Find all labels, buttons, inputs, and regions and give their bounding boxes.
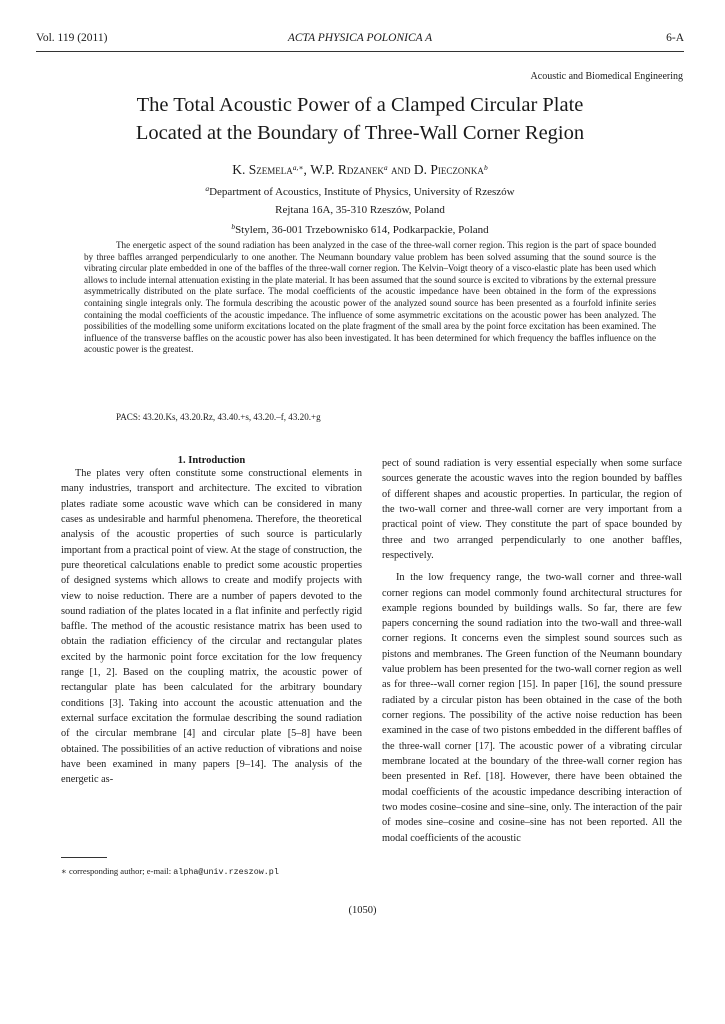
author-conjunction: and xyxy=(391,162,411,177)
section-heading-introduction: 1. Introduction xyxy=(177,455,246,466)
running-head-issue: 6-A xyxy=(666,32,684,44)
footnote-rule xyxy=(61,857,107,858)
footnote-email: alpha@univ.rzeszow.pl xyxy=(173,867,279,877)
abstract: The energetic aspect of the sound radiation has been analyzed in the case of the three-wall corner region. This region is the part of space bounded by three baffles arranged perpendicularly to one another. The Neumann boundary value problem has been solved assuming that the sound source is the vibrating circular plate embedded in one of the baffles of the three-wall corner region. The Kelvin–Voigt theory of a visco-elastic plate has been used which allows to include internal attenuation existing in the plate material. It has been assumed that the sound source is excited to vibrations by the external pressure asymmetrically distributed on the plate surface. The modal coefficients of the acoustic impedance have been obtained in the form of the expressions containing single integrals only. The formula describing the acoustic power of the analyzed sound source has been presented as a fourfold infinite series containing the modal coefficients of the acoustic impedance. The influence of some asymmetric excitations on the acoustic power has been analyzed. The possibilities of the modelling some uniform excitations located on the plate fragment of the small area by the point force excitation has been examined. The influence of the transverse baffles on the acoustic power has also been investigated. It has been determined for which frequency the baffles influence on the acoustic power is the greatest. xyxy=(84,240,656,355)
author-3-affil: b xyxy=(483,163,488,172)
author-2-affil: a xyxy=(383,163,388,172)
title-line-2: Located at the Boundary of Three-Wall Corner Region xyxy=(135,122,585,144)
author-1-affil: a,∗ xyxy=(292,163,304,172)
footnote xyxy=(61,866,279,877)
intro-paragraph-1: The plates very often constitute some constructional elements in many industries, transport and architecture. The excited to vibration plates radiate some acoustic wave which can be considered in many cases as undesirable and harmful phenomena. Therefore, the theoretical analysis of the acoustic properties of such source is particularly important from a practical point of view. At the stage of construction, the pure theoretical calculations enable to predict some acoustic properties of designed systems which allows to create and modify projects with view to noise reduction. There are a number of papers devoted to the sound radiation of the plates located in a flat infinite and perfectly rigid baffle. The method of the acoustic resistance matrix has been used to obtain the radiation efficiency of the circular and rectangular plates excited by the harmonic point force excitation for the low frequency range [1, 2]. Based on the coupling matrix, the acoustic power of rectangular plate has been calculated for the arbitrary boundary conditions [3]. Taking into account the acoustic attenuation and the external surface excitation the formulae describing the sound radiation of the circular membrane [4] and circular plate [5–8] have been obtained. The possibilities of an active reduction of vibrations and noise have been examined in many papers [9–14]. The analysis of the energetic as- xyxy=(61,468,362,786)
pacs-codes: PACS: 43.20.Ks, 43.20.Rz, 43.40.+s, 43.20.–f, 43.20.+g xyxy=(116,412,321,422)
body-column-right xyxy=(382,456,682,846)
footnote-text: corresponding author; e-mail: xyxy=(69,866,172,876)
author-2: W.P. Rdzanek xyxy=(310,162,384,177)
section-label: Acoustic and Biomedical Engineering xyxy=(530,71,683,82)
running-head-volume: Vol. 119 (2011) xyxy=(36,32,108,44)
title-line-1: The Total Acoustic Power of a Clamped Circular Plate xyxy=(136,94,584,116)
affiliation-b xyxy=(36,222,684,236)
affiliation-a-address: Rejtana 16A, 35-310 Rzeszów, Poland xyxy=(275,204,445,216)
running-head-journal: ACTA PHYSICA POLONICA A xyxy=(287,32,433,44)
author-1: K. Szemela xyxy=(232,162,293,177)
body-column-left xyxy=(61,466,362,788)
author-3: D. Pieczonka xyxy=(413,162,484,177)
author-list: K. Szemela$^{a,∗}$, W.P. Rdzanek$^a$ and D. Pieczonka$^b$ xyxy=(232,162,488,177)
affiliation-a-line-1: Department of Acoustics, Institute of Physics, University of Rzeszów xyxy=(209,186,515,198)
affiliation-a xyxy=(36,184,684,198)
affiliation-b-marker: b xyxy=(231,222,236,231)
affiliation-b-line-1: Stylem, 36-001 Trzebownisko 614, Podkarpackie, Poland xyxy=(235,224,489,236)
running-head xyxy=(36,32,684,48)
intro-paragraph-1-continued: pect of sound radiation is very essential especially when some surface sources generate the acoustic waves into the region bounded by baffles of different shapes and acoustic properties. In particular, the region of the two-wall corner and three-wall corner are very important from a practical point of view. They constitute the part of space bounded by three and two arranged perpendicularly to one another baffles, respectively. xyxy=(382,458,682,561)
paper-title xyxy=(36,91,684,147)
header-rule xyxy=(36,51,684,52)
footnote-marker: ∗ xyxy=(61,866,67,876)
page-number: (1050) xyxy=(348,905,377,916)
intro-paragraph-2: In the low frequency range, the two-wall corner and three-wall corner regions can model commonly found architectural structures for example regions bounded by buildings walls. So far, there are few papers concerning the sound radiation into the two-wall and three-wall corner regions. It concerns even the simplest sound sources such as pistons and membranes. The Green function of the Neumann boundary value problem has been presented for the two-wall corner region as well as for three--wall corner region [15]. In paper [16], the sound pressure radiated by a circular piston has been obtained in the case of the both corner regions. The possibility of the active noise reduction has been examined in the case of two pistons embedded in the different baffles of the three-wall corner [17]. The acoustic power of a vibrating circular membrane located at the boundary of the three-wall corner region has been presented in Ref. [18]. However, there have been obtained the modal coefficients of the acoustic impedance describing interaction of two modes cosine–cosine and sine–sine, only. The interaction of the pair of modes sine–cosine and cosine–sine has not been reported. All the modal coefficients of the acoustic xyxy=(382,572,682,844)
affiliation-a-marker: a xyxy=(205,184,210,193)
